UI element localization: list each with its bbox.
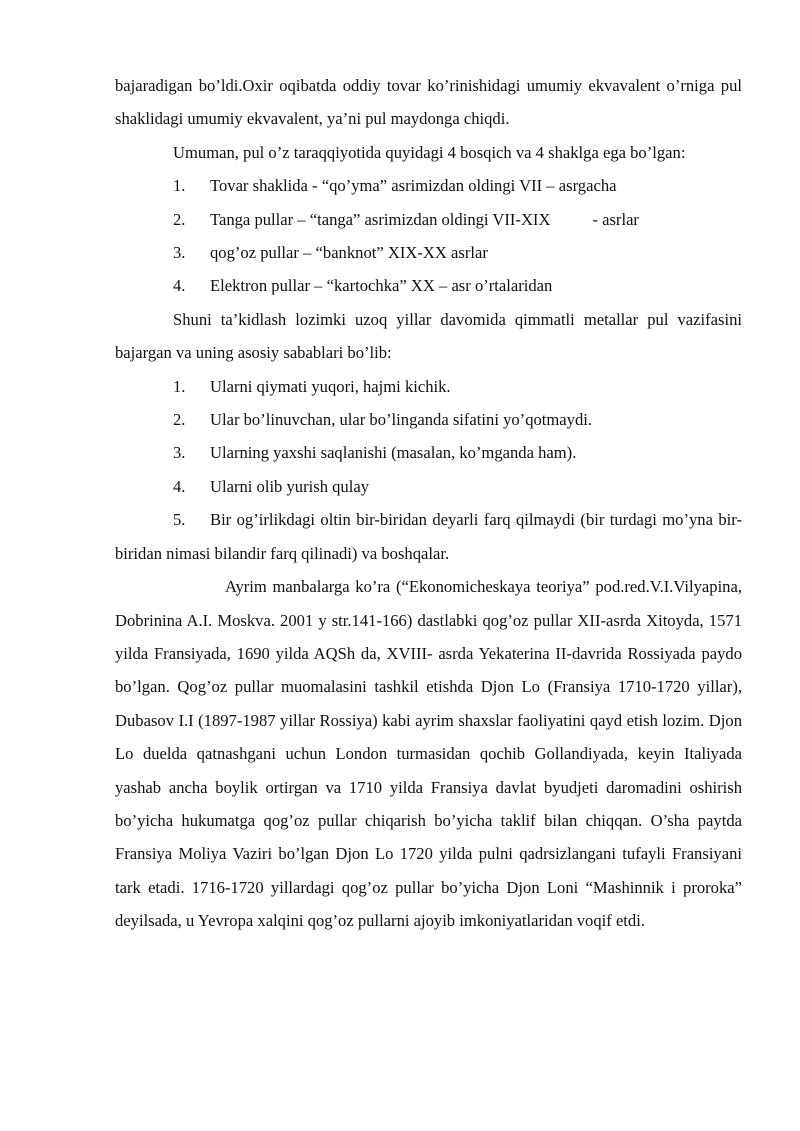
list-number: 2. <box>173 410 186 430</box>
list-text: Ularni olib yurish qulay <box>210 476 370 496</box>
list-item <box>115 169 742 202</box>
list-number: 1. <box>173 176 186 196</box>
list-text: Ular bo’linuvchan, ular bo’linganda sifatini yo’qotmaydi. <box>210 410 593 430</box>
list-text: Bir og’irlikdagi oltin bir-biridan deyarli farq qilmaydi (bir turdagi mo’yna bir-biridan nimasi bilandir farq qilinadi) va boshqalar. <box>115 510 742 563</box>
list-text: Ularni qiymati yuqori, hajmi kichik. <box>210 376 451 396</box>
list-number: 4. <box>173 476 186 496</box>
list-text: qog’oz pullar – “banknot” XIX-XX asrlar <box>210 243 488 263</box>
list-item <box>115 470 742 503</box>
document-page <box>115 69 742 938</box>
list-item <box>115 436 742 469</box>
list-item <box>115 403 742 436</box>
stages-list <box>115 169 742 303</box>
paragraph-stages-intro: Umuman, pul o’z taraqqiyotida quyidagi 4 bosqich va 4 shaklga ega bo’lgan: <box>173 142 686 162</box>
paragraph-money-origin: bajaradigan bo’ldi.Oxir oqibatda oddiy tovar ko’rinishidagi umumiy ekvavalent o’rniga pul shaklidagi umumiy ekvavalent, ya’ni pul maydonga chiqdi. <box>115 76 742 129</box>
paragraph-metals-intro: Shuni ta’kidlash lozimki uzoq yillar davomida qimmatli metallar pul vazifasini bajargan va uning asosiy sabablari bo’lib: <box>115 309 742 363</box>
paragraph-paper-money-history: Ayrim manbalarga ko’ra (“Ekonomicheskaya teoriya” pod.red.V.I.Vilyapina, Dobrinina A.I. Moskva. 2001 y str.141-166) dastlabki qog’oz pullar XII-asrda Xitoyda, 1571 yilda Fransiyada, 1690 yilda AQSh da, XVIII- asrda Yekaterina II-davrida Rossiyada paydo bo’lgan. Qog’oz pullar muomalasini tashkil etishda Djon Lo (Fransiya 1710-1720 yillar), Dubasov I.I (1897-1987 yillar Rossiya) kabi ayrim shaxslar faoliyatini qayd etish lozim. Djon Lo duelda qatnashgani uchun London turmasidan qochib Gollandiyada, keyin Italiyada yashab ancha boylik ortirgan va 1710 yilda Fransiya davlat byudjeti daromadini oshirish bo’yicha hukumatga qog’oz pullar chiqarish bo’yicha taklif bilan chiqqan. O’sha paytda Fransiya Moliya Vaziri bo’lgan Djon Lo 1720 yilda pulni qadrsizlangani tufayli Fransiyani tark etadi. 1716-1720 yillardagi qog’oz pullar bo’yicha Djon Loni “Mashinnik i proroka” deyilsada, u Yevropa xalqini qog’oz pullarni ajoyib imkoniyatlaridan voqif etdi. <box>115 577 742 931</box>
list-item-wrapping <box>115 503 742 570</box>
list-text: Ularning yaxshi saqlanishi (masalan, ko’mganda ham). <box>210 443 577 463</box>
list-item <box>115 236 742 269</box>
list-text: Tovar shaklida - “qo’yma” asrimizdan oldingi VII – asrgacha <box>210 176 617 196</box>
list-item <box>115 370 742 403</box>
list-item <box>115 203 742 236</box>
list-number: 3. <box>173 443 186 463</box>
list-number: 2. <box>173 209 186 229</box>
list-number: 4. <box>173 276 186 296</box>
list-number: 1. <box>173 376 186 396</box>
list-text-suffix: - asrlar <box>592 209 639 229</box>
list-text: Tanga pullar – “tanga” asrimizdan oldingi VII-XIX <box>210 209 551 229</box>
list-number: 3. <box>173 243 186 263</box>
list-text-container <box>210 203 742 236</box>
list-number: 5. <box>173 510 186 530</box>
list-item <box>115 269 742 302</box>
list-text: Elektron pullar – “kartochka” XX – asr o’rtalaridan <box>210 276 553 296</box>
reasons-list <box>115 370 742 570</box>
